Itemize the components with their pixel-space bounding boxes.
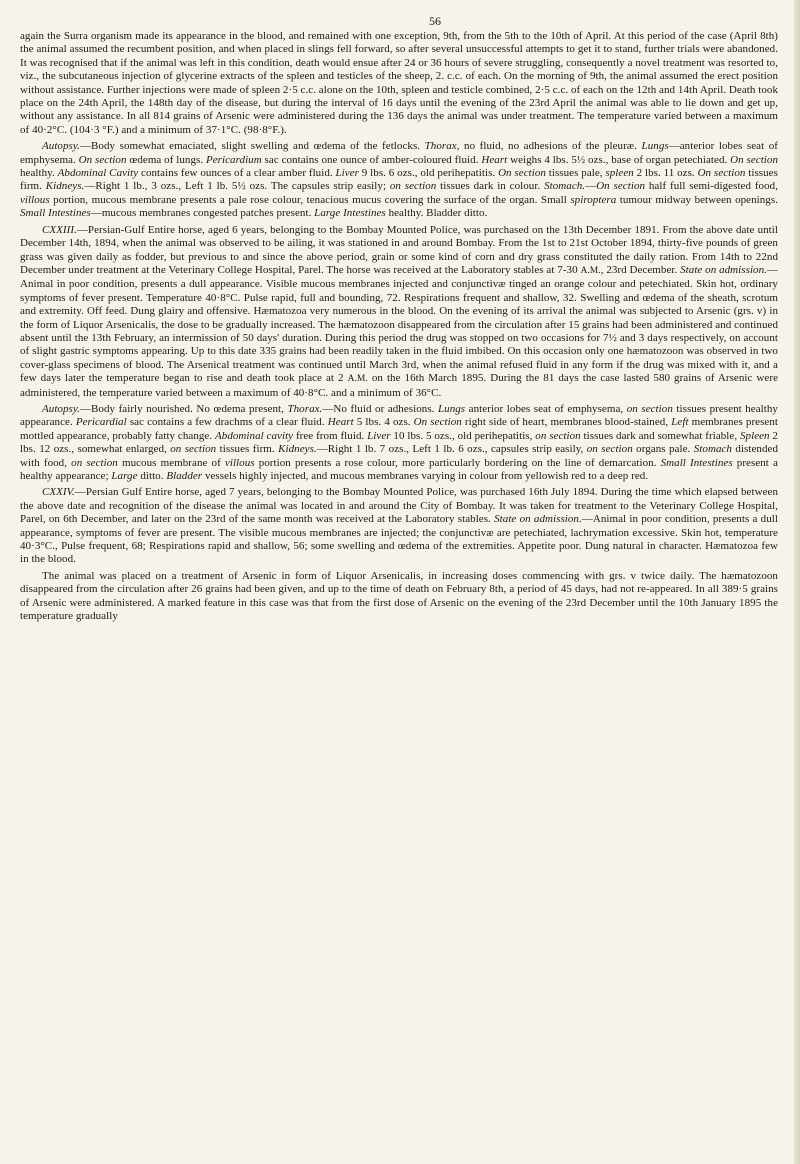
text-run: tissues dark in colour. <box>436 180 545 193</box>
paragraph <box>20 486 778 566</box>
paragraph <box>20 30 778 137</box>
italic-term: Autopsy. <box>42 140 80 153</box>
text-run: 10 lbs. 5 ozs., old perihepatitis, <box>390 429 536 442</box>
text-run: weighs 4 lbs. 5½ ozs., base of organ petechiated. <box>507 153 731 166</box>
italic-term: on section <box>535 429 581 442</box>
text-run: vessels highly injected, and mucous membranes varying in colour from yellowish red to a deep red. <box>202 470 649 482</box>
italic-term: Left <box>671 416 689 429</box>
italic-term: Spleen <box>739 429 770 442</box>
page-number: 56 <box>429 14 441 28</box>
paragraph <box>20 224 778 400</box>
text-run: sac contains a few drachms of a clear fluid. <box>126 416 328 429</box>
text-run: —Body fairly nourished. No œdema present, <box>79 402 288 415</box>
italic-term: Bladder <box>166 470 203 482</box>
text-run: present a healthy appearance; <box>20 456 778 482</box>
italic-term: Heart <box>327 416 354 429</box>
italic-term: On section <box>730 153 779 166</box>
text-run: A.M. <box>347 374 368 385</box>
text-run: tumour midway between openings. <box>616 193 778 206</box>
italic-term: On section <box>78 153 127 166</box>
text-run: —Body somewhat emaciated, slight swelling and œdema of the fetlocks. <box>79 140 425 153</box>
text-run: half full semi-digested food, <box>645 180 779 193</box>
text-run: tissues pale, <box>545 167 606 180</box>
text-run: A.M. <box>580 265 601 276</box>
text-run: right side of heart, membranes blood-stained, <box>461 416 672 429</box>
text-run: membranes present mottled appearance, probably fatty change. <box>20 416 779 442</box>
italic-term: On section <box>498 167 546 180</box>
italic-term: villous <box>20 193 50 206</box>
text-run: , 23rd December. <box>600 263 681 276</box>
text-run: —Right 1 lb. 7 ozs., Left 1 lb. 6 ozs., capsules strip easily, <box>316 443 587 456</box>
italic-term: on section <box>626 402 673 415</box>
page-edge <box>794 0 800 1164</box>
italic-term: Stomach <box>693 443 732 456</box>
text-run: 5 lbs. 4 ozs. <box>353 416 414 429</box>
text-run: tissues firm. <box>20 167 778 193</box>
text-run: — <box>585 180 597 193</box>
text-run: —anterior lobes seat of emphysema. <box>20 140 778 166</box>
italic-term: Lungs <box>641 140 669 153</box>
text-run: —No fluid or adhesions. <box>322 402 438 415</box>
text-run: distended with food, <box>20 443 779 469</box>
text-run: tissues firm. <box>216 443 279 456</box>
italic-term: On section <box>596 180 646 193</box>
italic-term: CXXIV. <box>42 486 75 499</box>
text-run: no fluid, no adhesions of the pleuræ. <box>459 140 642 153</box>
italic-term: on section <box>71 456 118 469</box>
text-run: —Persian Gulf Entire horse, aged 7 years, belonging to the Bombay Mounted Police, was purchased 16th July 1894. During the time which elapsed between the above date and recognition of the disease the animal was located in and around the City of Bombay. It was taken for treatment to the Veterinary College Hospital, Parel, on 6th December, and later on the 23rd of the same month was received at the Laboratory stables. <box>20 486 778 526</box>
text-run: 2 lbs. 11 ozs. <box>633 167 698 180</box>
text-run: —Animal in poor condition, presents a dull appearance, symptoms of fever are present. The visible mucous membranes are injected; the conjunctivæ are petechiated, lachrymation excessive. Skin hot, temperature 40·3°C., Pulse frequent, 68; Respirations rapid and shallow, 56; some swelling and œdema of the extremities. Appetite poor. Dung natural in character. Hæmatozoa few in the blood. <box>20 513 778 566</box>
italic-term: State on admission. <box>494 513 582 526</box>
text-run: portion presents a rose colour, more particularly bordering on the line of demarcation. <box>254 456 661 469</box>
italic-term: Thorax. <box>287 402 323 415</box>
italic-term: State on admission. <box>680 263 767 276</box>
italic-term: Kidneys. <box>45 180 85 193</box>
text-run: healthy. Bladder ditto. <box>385 207 488 220</box>
italic-term: Liver <box>367 429 391 442</box>
text-run: —Right 1 lb., 3 ozs., Left 1 lb. 5½ ozs. The capsules strip easily; <box>84 180 390 193</box>
italic-term: Thorax, <box>424 140 460 153</box>
text-run: 2 lbs. 12 ozs., somewhat enlarged, <box>20 429 778 456</box>
italic-term: Abdominal Cavity <box>57 167 139 180</box>
italic-term: Pericardium <box>205 153 262 166</box>
italic-term: Small Intestines <box>20 207 91 220</box>
text-run: —mucous membranes congested patches present. <box>90 207 315 220</box>
italic-term: spiroptera <box>570 193 617 206</box>
italic-term: Small Intestines <box>660 456 733 469</box>
text-run: portion, mucous membrane presents a pale rose colour, tenacious mucus covering the surface of the organ. Small <box>49 193 571 206</box>
text-run: on the 16th March 1895. During the 81 days the case lasted 580 grains of Arsenic were administered, the temperature varied between a maximum of 40·8°C. and a minimum of 36°C. <box>20 372 779 399</box>
italic-term: CXXIII. <box>42 223 77 236</box>
text-run: free from fluid. <box>293 429 368 442</box>
italic-term: Large Intestines <box>314 207 386 220</box>
text-run: healthy. <box>20 167 58 180</box>
italic-term: Liver <box>335 167 359 180</box>
text-run: mucous membrane of <box>117 456 225 469</box>
italic-term: Abdominal cavity <box>215 429 294 442</box>
text-run: 9 lbs. 6 ozs., old perihepatitis. <box>358 167 499 180</box>
text-run: ditto. <box>137 470 167 482</box>
text-run: œdema of lungs. <box>126 153 206 166</box>
italic-term: spleen <box>605 167 634 180</box>
text-run: sac contains one ounce of amber-coloured fluid. <box>261 153 482 166</box>
paragraph <box>20 570 778 624</box>
italic-term: On section <box>413 416 462 429</box>
paragraph <box>20 140 778 220</box>
italic-term: Large <box>111 470 138 482</box>
text-run: The animal was placed on a treatment of Arsenic in form of Liquor Arsenicalis, in increasing doses commencing with grs. v twice daily. The hæmatozoon disappeared from the circulation after 26 grains had been given, and up to the time of death on February 8th, a period of 45 days, had not re-appeared. In all 389·5 grains of Arsenic were administered. A marked feature in this case was that from the first dose of Arsenic on the evening of the 23rd December until the 10th January 1895 the temperature gradually <box>20 569 778 623</box>
italic-term: on section <box>170 443 217 456</box>
text-run: organs pale. <box>632 443 694 456</box>
italic-term: on section <box>586 443 633 456</box>
text-run: tissues dark and somewhat friable, <box>580 429 740 442</box>
italic-term: villous <box>224 456 255 469</box>
italic-term: Kidneys. <box>278 443 317 456</box>
paragraph <box>20 403 778 483</box>
italic-term: Stomach. <box>544 180 586 193</box>
text-run: anterior lobes seat of emphysema, <box>465 402 627 415</box>
italic-term: Autopsy. <box>42 402 80 415</box>
italic-term: on section <box>389 180 437 193</box>
text-run: again the Surra organism made its appearance in the blood, and remained with one exception, 9th, from the 5th to the 10th of April. At this period of the case (April 8th) the animal assumed the recumbent position, and when placed in slings fell forward, so after several unsuccessful attempts to get it to stand, further trials were abandoned. It was recognised that if the animal was left in this condition, death would ensue after 24 or 36 hours of severe struggling, consequently a novel treatment was resorted to, viz., the subcutaneous injection of glycerine extracts of the spleen and testicles of the sheep, 2. c.c. of each. On the morning of 9th, the animal assumed the erect position without assistance. Further injections were made of spleen 2·5 c.c. alone on the 10th, spleen and testicle combined, 2·5 c.c. of each on the 12th and 14th April. Death took place on the 24th April, the 148th day of the disease, but during the interval of 16 days until the evening of the 23rd April the animal was able to lie down and get up, without any assistance. In all 814 grains of Arsenic were administered during the 136 days the animal was under treatment. The temperature varied between a maximum of 40·2°C. (104·3 °F.) and a minimum of 37·1°C. (98·8°F.). <box>20 30 778 136</box>
italic-term: Heart <box>481 153 508 166</box>
italic-term: Pericardial <box>75 416 127 429</box>
italic-term: Lungs <box>437 402 466 415</box>
text-run: tissues present healthy appearance. <box>20 402 778 429</box>
text-run: —Animal in poor condition, presents a dull appearance. Visible mucous membranes injected and conjunctivæ tinged an orange colour and petechiated. Skin hot, ordinary symptoms of fever present. Temperature 40·8°C. Pulse rapid, full and bounding, 72. Respirations frequent and shallow, 32. Swelling and œdema of the sheath, scrotum and extremity. Off feed. Dung glairy and offensive. Hæmatozoa very numerous in the blood. On the evening of its arrival the animal was subjected to Arsenic (grs. v) in the form of Liquor Arsenicalis, the dose to be gradually increased. The hæmatozoon disappeared from the circulation after 15 grains had been administered and continued absent until the 13th February, an intermission of 50 days' duration. During this period the drug was stopped on two occasions for 7½ and 3 days respectively, on account of slight gastric symptoms appearing. Up to this date 335 grains had been readily taken in the fluid imbibed. On this occasion only one hæmatozoon was observed in two cover-glass specimens of blood. The Arsenical treatment was continued until March 3rd, when the animal refused fluid in any form if the drug was mixed with it, and a few days later the temperature began to rise and death took place at 2 <box>20 263 779 385</box>
text-run: contains few ounces of a clear amber fluid. <box>138 167 336 180</box>
body-text <box>20 30 778 623</box>
text-run: —Persian-Gulf Entire horse, aged 6 years, belonging to the Bombay Mounted Police, was purchased on the 13th December 1891. From the above date until December 14th, 1894, when the animal was observed to be ailing, it was stationed in and around Bombay. From the 1st to 21st October 1894, thirty-five pounds of green grass was given daily as fodder, but previous to and since the above period, grain or some kind of corn and dry grass constituted the daily ration. From 14th to 22nd December under treatment at the Veterinary College Hospital, Parel. The horse was received at the Laboratory stables at 7-30 <box>20 223 778 276</box>
italic-term: On section <box>697 167 746 180</box>
